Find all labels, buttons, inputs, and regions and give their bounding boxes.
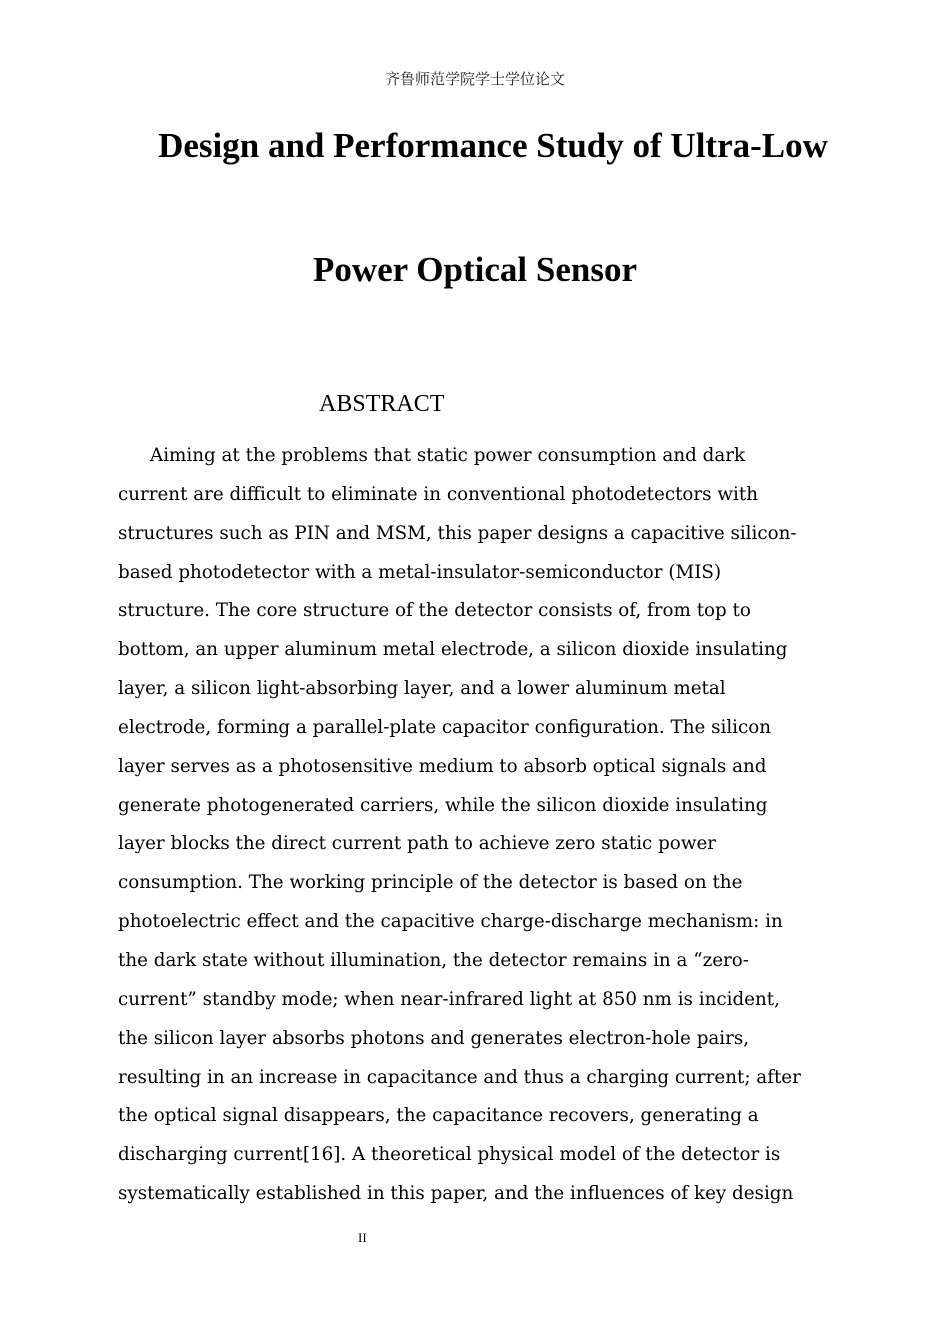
abstract-line: the dark state without illumination, the detector remains in a “zero- — [118, 949, 749, 971]
abstract-line: Aiming at the problems that static power consumption and dark — [150, 445, 746, 466]
paper-title-line-2: Power Optical Sensor — [312, 250, 638, 289]
abstract-line: bottom, an upper aluminum metal electrode, a silicon dioxide insulating — [118, 639, 788, 661]
abstract-line: layer serves as a photosensitive medium to absorb optical signals and — [118, 755, 767, 777]
abstract-line: consumption. The working principle of the detector is based on the — [118, 872, 743, 894]
abstract-body — [118, 437, 834, 1214]
abstract-line: layer blocks the direct current path to achieve zero static power — [118, 833, 717, 855]
running-header: 齐鲁师范学院学士学位论文 — [384, 70, 565, 88]
abstract-line: current” standby mode; when near-infrared light at 850 nm is incident, — [118, 988, 780, 1010]
abstract-line: the silicon layer absorbs photons and generates electron-hole pairs, — [118, 1027, 750, 1049]
abstract-line: based photodetector with a metal-insulator-semiconductor (MIS) — [118, 561, 722, 583]
abstract-line: electrode, forming a parallel-plate capacitor configuration. The silicon — [118, 716, 772, 738]
page-number: II — [358, 1230, 367, 1245]
paper-title-line-1: Design and Performance Study of Ultra-Low — [158, 126, 828, 165]
abstract-line: layer, a silicon light-absorbing layer, and a lower aluminum metal — [118, 678, 726, 700]
abstract-line: generate photogenerated carriers, while the silicon dioxide insulating — [118, 794, 768, 816]
abstract-heading: ABSTRACT — [319, 391, 445, 417]
abstract-line: structures such as PIN and MSM, this paper designs a capacitive silicon- — [118, 522, 797, 544]
abstract-line: the optical signal disappears, the capacitance recovers, generating a — [118, 1105, 759, 1127]
abstract-line: structure. The core structure of the detector consists of, from top to — [118, 600, 751, 622]
abstract-line: photoelectric effect and the capacitive charge-discharge mechanism: in — [118, 911, 783, 933]
abstract-line: current are difficult to eliminate in conventional photodetectors with — [118, 483, 758, 505]
abstract-line: resulting in an increase in capacitance and thus a charging current; after — [118, 1066, 801, 1088]
abstract-line: systematically established in this paper, and the influences of key design — [118, 1183, 794, 1205]
abstract-line: discharging current[16]. A theoretical physical model of the detector is — [118, 1144, 781, 1166]
